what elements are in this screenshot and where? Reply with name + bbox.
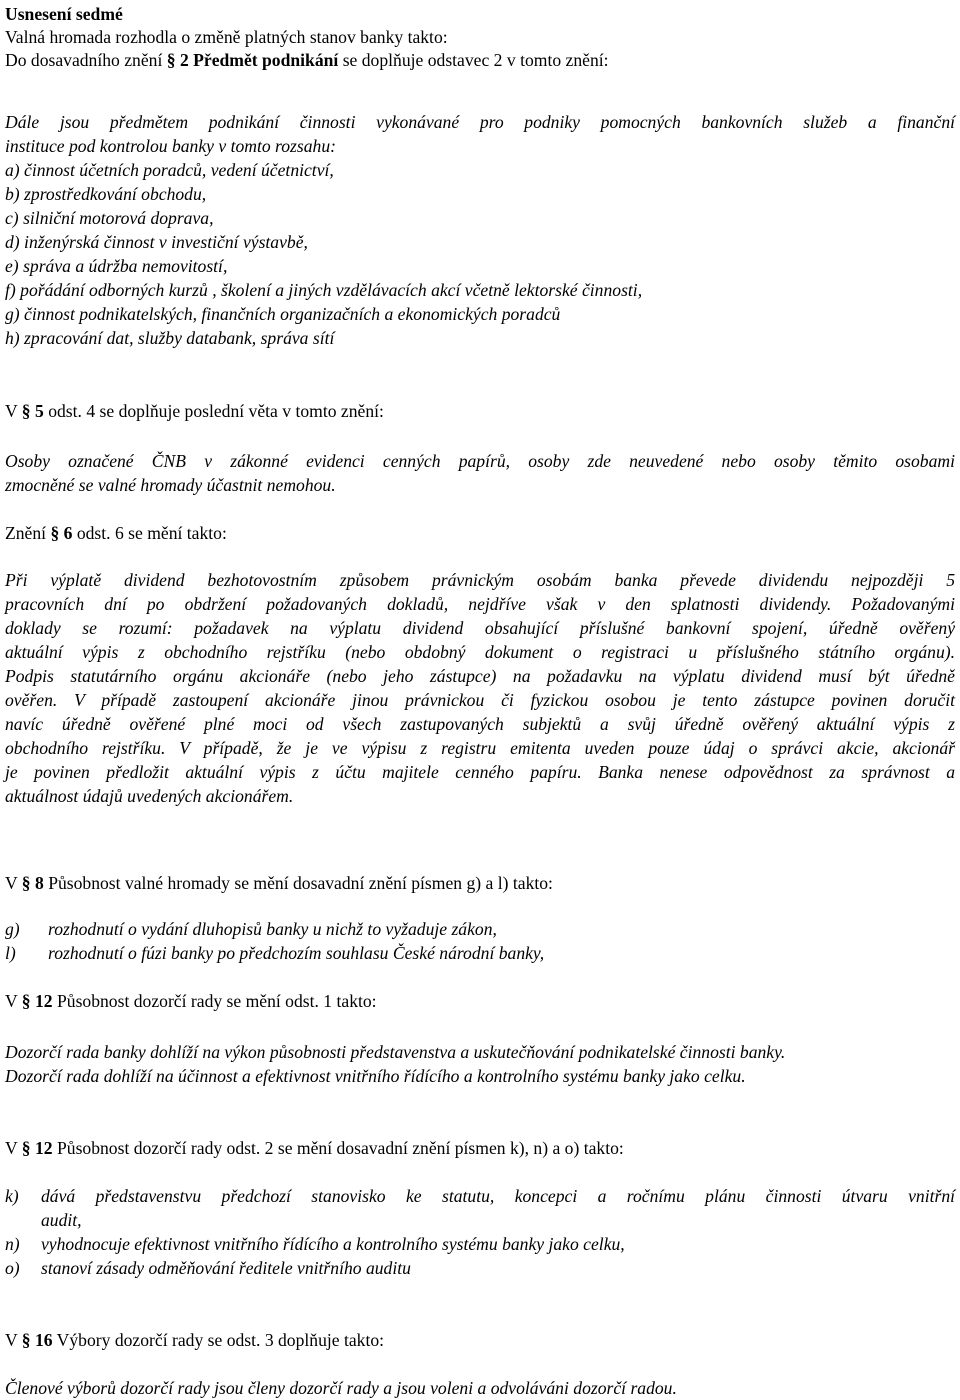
- list-item: f) pořádání odborných kurzů , školení a jiných vzdělávacích akcí včetně lektorské činnosti,: [5, 280, 643, 300]
- section-12-odst-2-heading: V § 12 Působnost dozorčí rady odst. 2 se mění dosavadní znění písmen k), n) a o) takto:: [5, 1138, 624, 1158]
- list-item: dává představenstvu předchozí stanovisko ke statutu, koncepci a ročnímu plánu činnosti útvaru vnitřní: [41, 1186, 955, 1206]
- section-sign: §: [166, 50, 176, 70]
- item-label: k): [5, 1186, 19, 1206]
- section-number: 6: [63, 523, 73, 543]
- section-6-line: obchodního rejstříku. V případě, že je ve výpisu z registru emitenta uveden pouze údaj o správci akcie, akcionář: [5, 738, 955, 758]
- section-sign: §: [21, 401, 31, 421]
- section-sign: §: [50, 523, 60, 543]
- list-item: h) zpracování dat, služby databank, správa sítí: [5, 328, 335, 348]
- section-16-text: Členové výborů dozorčí rady jsou členy dozorčí rady a jsou voleni a odvoláváni dozorčí radou.: [5, 1378, 677, 1398]
- section-5-heading: V § 5 odst. 4 se doplňuje poslední věta v tomto znění:: [5, 401, 384, 421]
- item-label: n): [5, 1234, 20, 1254]
- section-sign: §: [21, 1330, 31, 1350]
- resolution-title: Usnesení sedmé: [5, 4, 123, 24]
- section-number: 12: [35, 1138, 53, 1158]
- item-label: l): [5, 943, 16, 963]
- intro-line-2: Do dosavadního znění § 2 Předmět podnikání se doplňuje odstavec 2 v tomto znění:: [5, 50, 609, 70]
- list-item: rozhodnutí o fúzi banky po předchozím souhlasu České národní banky,: [48, 943, 545, 963]
- section-6-line: Podpis statutárního orgánu akcionáře (nebo jeho zástupce) na požadavku na výplatu dividend musí být úředně: [5, 666, 955, 686]
- section-sign: §: [21, 991, 31, 1011]
- section-6-line: je povinen předložit aktuální výpis z účtu majitele cenného papíru. Banka nenese odpovědnost za správnost a: [5, 762, 955, 782]
- section-5-text-line-2: zmocněné se valné hromady účastnit nemohou.: [5, 475, 336, 495]
- business-scope-line-1: Dále jsou předmětem podnikání činnosti vykonávané pro podniky pomocných bankovních služeb a finanční: [5, 112, 955, 132]
- section-number: 5: [35, 401, 44, 421]
- section-12-heading: V § 12 Působnost dozorčí rady se mění odst. 1 takto:: [5, 991, 377, 1011]
- list-item: e) správa a údržba nemovitostí,: [5, 256, 228, 276]
- section-number: 8: [35, 873, 44, 893]
- list-item: b) zprostředkování obchodu,: [5, 184, 207, 204]
- section-sign: §: [21, 1138, 31, 1158]
- list-item: a) činnost účetních poradců, vedení účetnictví,: [5, 160, 334, 180]
- business-scope-line-2: instituce pod kontrolou banky v tomto rozsahu:: [5, 136, 336, 156]
- section-number: 12: [35, 991, 53, 1011]
- item-label: g): [5, 919, 20, 939]
- section-6-line: aktuálnost údajů uvedených akcionářem.: [5, 786, 294, 806]
- section-6-line: Při výplatě dividend bezhotovostním způsobem právnickým osobám banka převede dividendu nejpozději 5: [5, 570, 955, 590]
- section-6-line: pracovních dní po obdržení požadovaných dokladů, nejdříve však v den splatnosti dividendy. Požadovanými: [5, 594, 955, 614]
- list-item-continuation: audit,: [41, 1210, 82, 1230]
- section-ref: 2 Předmět podnikání: [179, 50, 339, 70]
- intro-line-1: Valná hromada rozhodla o změně platných stanov banky takto:: [5, 27, 448, 47]
- item-label: o): [5, 1258, 20, 1278]
- list-item: d) inženýrská činnost v investiční výstavbě,: [5, 232, 308, 252]
- section-sign: §: [21, 873, 31, 893]
- list-item: c) silniční motorová doprava,: [5, 208, 214, 228]
- section-6-heading: Znění § 6 odst. 6 se mění takto:: [5, 523, 227, 543]
- section-6-line: doklady se rozumí: požadavek na výplatu dividend obsahující příslušné bankovní spojení, úředně ověřený: [5, 618, 955, 638]
- section-6-line: aktuální výpis z obchodního rejstříku (nebo obdobný dokument o registraci u příslušného státního orgánu).: [5, 642, 955, 662]
- section-6-line: ověřen. V případě zastoupení akcionáře jinou právnickou či fyzickou osobou je tento zástupce povinen doručit: [5, 690, 955, 710]
- list-item: stanoví zásady odměňování ředitele vnitřního auditu: [41, 1258, 411, 1278]
- section-12-text-line-1: Dozorčí rada banky dohlíží na výkon působnosti představenstva a uskutečňování podnikatelské činnosti banky.: [5, 1042, 786, 1062]
- list-item: rozhodnutí o vydání dluhopisů banky u nichž to vyžaduje zákon,: [48, 919, 497, 939]
- section-12-text-line-2: Dozorčí rada dohlíží na účinnost a efektivnost vnitřního řídícího a kontrolního systému banky jako celku.: [5, 1066, 746, 1086]
- section-16-heading: V § 16 Výbory dozorčí rady se odst. 3 doplňuje takto:: [5, 1330, 385, 1350]
- list-item: g) činnost podnikatelských, finančních organizačních a ekonomických poradců: [5, 304, 561, 324]
- section-8-heading: V § 8 Působnost valné hromady se mění dosavadní znění písmen g) a l) takto:: [5, 873, 553, 893]
- list-item: vyhodnocuje efektivnost vnitřního řídícího a kontrolního systému banky jako celku,: [41, 1234, 625, 1254]
- section-6-line: navíc úředně ověřené plné moci od všech zastupovaných subjektů a svůj úředně ověřený aktuální výpis z: [5, 714, 955, 734]
- section-number: 16: [35, 1330, 53, 1350]
- section-5-text-line-1: Osoby označené ČNB v zákonné evidenci cenných papírů, osoby zde neuvedené nebo osoby těmito osobami: [5, 451, 955, 471]
